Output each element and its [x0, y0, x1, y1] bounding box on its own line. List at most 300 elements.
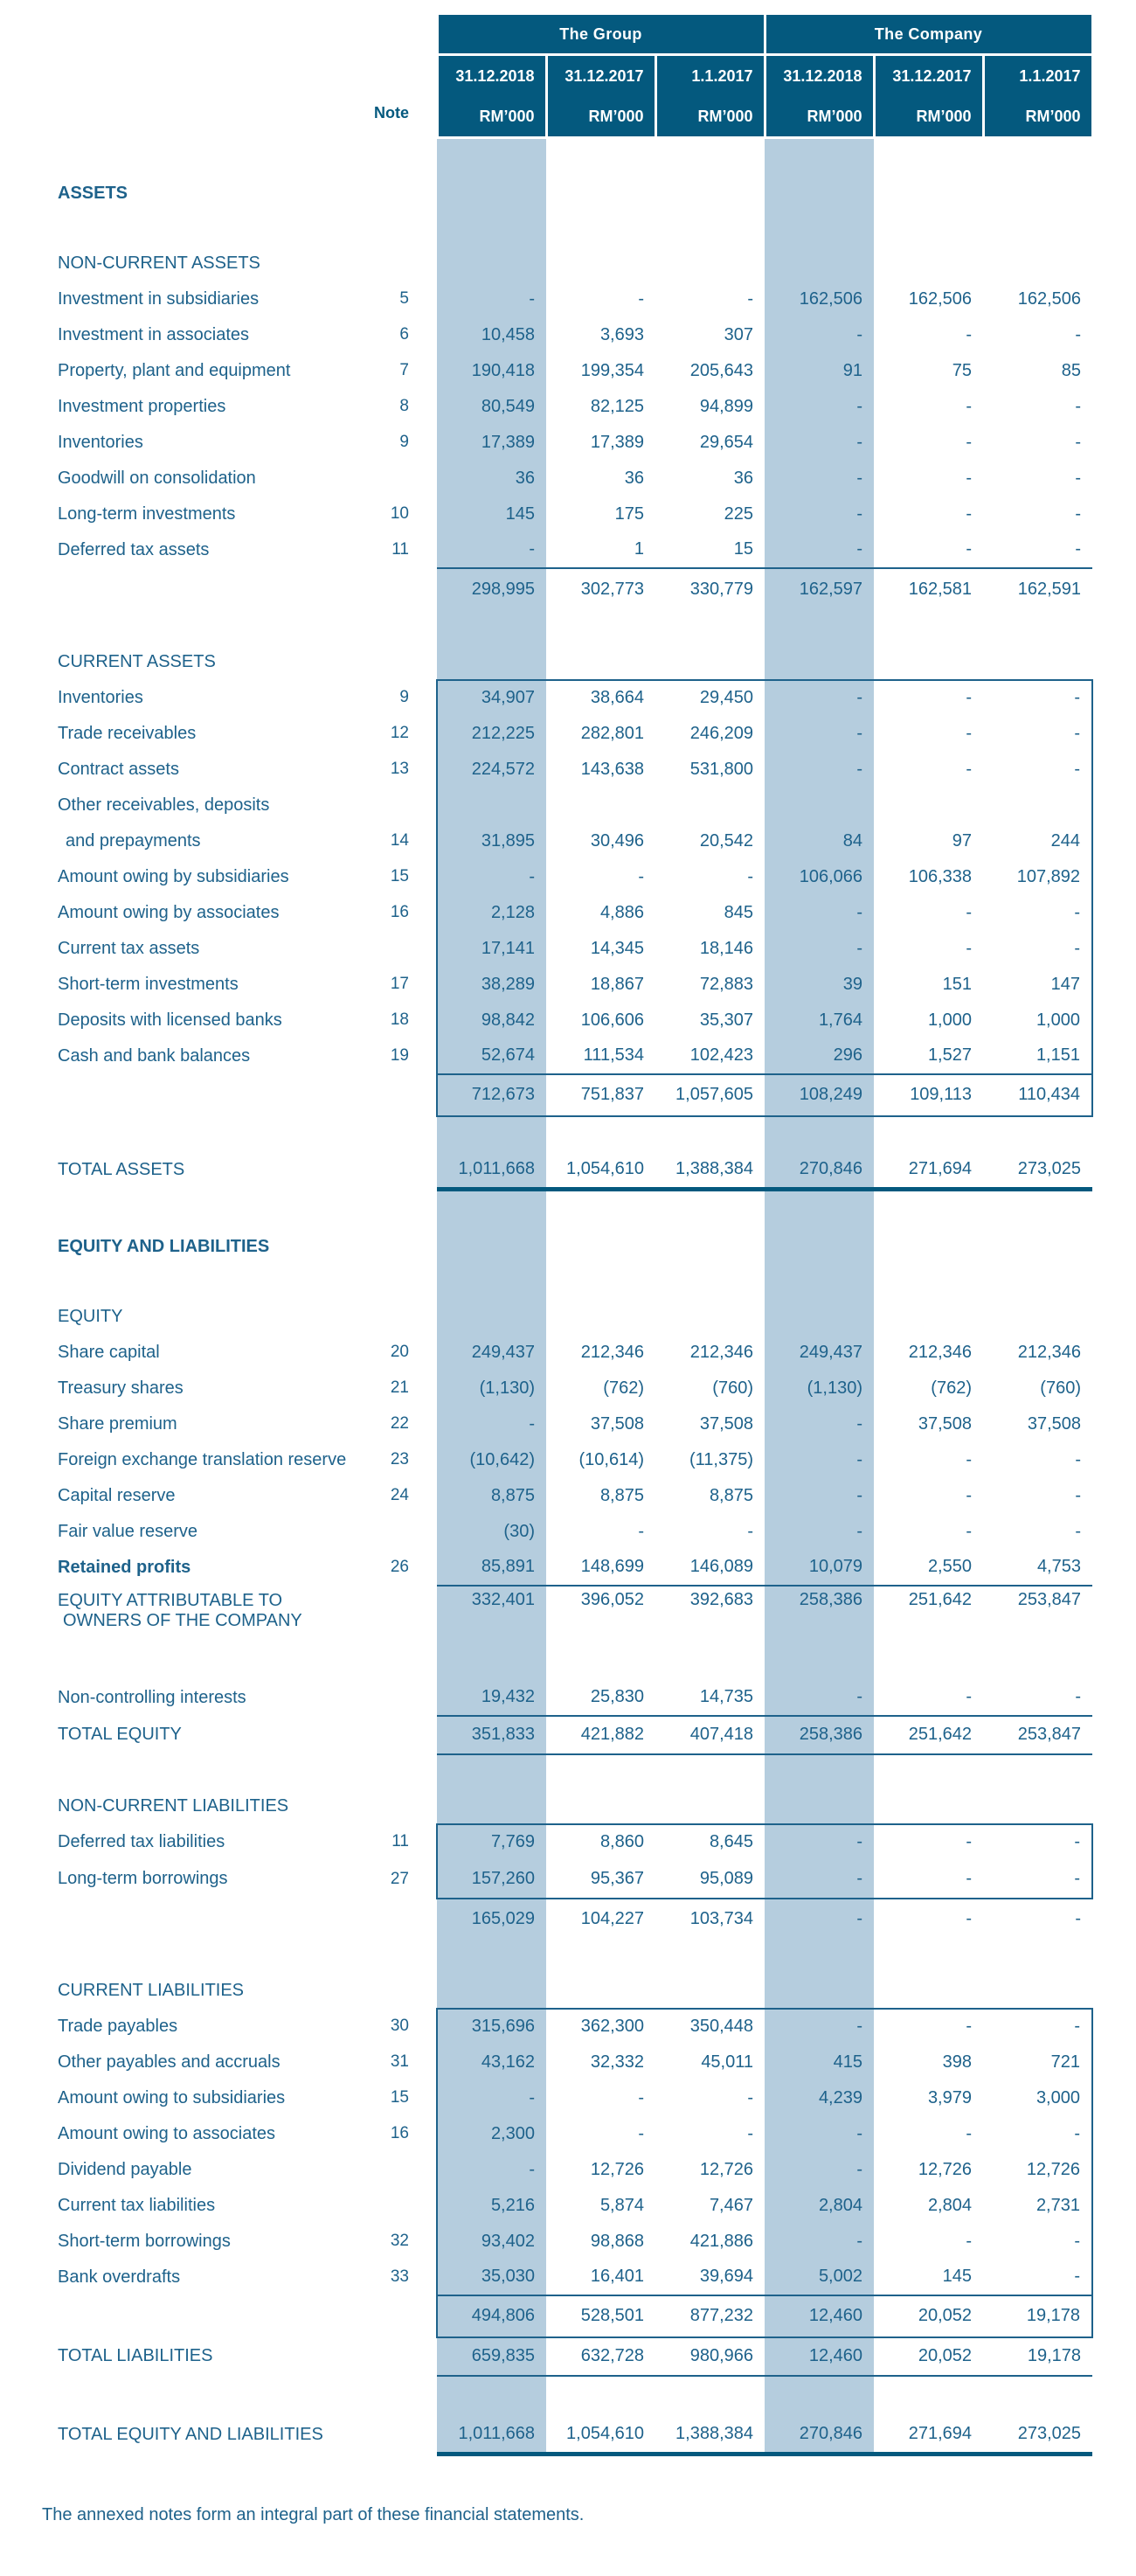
statement-row — [58, 2295, 1092, 2337]
cell-value: - — [966, 432, 972, 452]
statement-row — [58, 1789, 1092, 1824]
cell-value: 19,432 — [437, 1680, 546, 1716]
cell-value — [874, 1754, 983, 1789]
column-date: 31.12.2018 — [455, 67, 535, 85]
cell-value: 17,389 — [437, 425, 546, 461]
cell-value: 273,025 — [983, 1151, 1092, 1190]
cell-value: 18,867 — [590, 974, 644, 994]
row-label: Current tax assets — [58, 938, 200, 958]
cell-value: - — [1075, 1687, 1081, 1706]
note-number — [358, 2376, 411, 2416]
cell-value: 205,643 — [689, 360, 753, 380]
cell-value: - — [1075, 1908, 1081, 1928]
cell-value — [765, 177, 874, 212]
cell-value — [546, 1116, 655, 1151]
cell-value: 4,886 — [599, 902, 644, 922]
cell-value — [437, 1974, 546, 2009]
cell-value: (10,614) — [578, 1449, 644, 1469]
header-spacer — [411, 55, 437, 138]
cell-value — [983, 1636, 1092, 1680]
cell-value: 31,895 — [437, 823, 546, 859]
cell-value: 407,418 — [655, 1716, 765, 1754]
cell-value — [874, 1190, 983, 1230]
cell-value: 37,508 — [699, 1413, 753, 1434]
cell-value — [765, 138, 874, 177]
cell-value: 1,388,384 — [655, 2416, 765, 2454]
cell-value — [765, 1230, 874, 1265]
cell-value: - — [966, 2231, 972, 2251]
note-number: 15 — [390, 2088, 409, 2107]
cell-value: 2,128 — [437, 895, 546, 931]
cell-value: - — [874, 680, 983, 716]
cell-value: - — [765, 2224, 874, 2260]
cell-value: 162,591 — [983, 568, 1092, 610]
cell-value: - — [966, 1908, 972, 1928]
cell-value: 258,386 — [765, 1716, 874, 1754]
cell-value: 84 — [765, 823, 874, 859]
cell-value: 143,638 — [580, 759, 644, 779]
row-label — [58, 138, 358, 177]
cell-value — [546, 2376, 655, 2416]
statement-row — [58, 1974, 1092, 2009]
statement-row — [58, 645, 1092, 680]
cell-value — [765, 246, 874, 281]
cell-value — [983, 1230, 1092, 1265]
cell-value: 3,979 — [927, 2087, 972, 2107]
statement-row — [58, 1478, 1092, 1514]
row-label — [58, 1265, 358, 1300]
cell-value: 877,232 — [655, 2295, 765, 2337]
cell-value — [765, 2376, 874, 2416]
cell-value: 12,726 — [590, 2159, 644, 2179]
statement-row — [58, 1716, 1092, 1754]
cell-value: - — [983, 680, 1092, 716]
row-label: Investment in associates — [58, 324, 249, 344]
row-label: TOTAL LIABILITIES — [58, 2346, 213, 2365]
note-number: 16 — [390, 2124, 409, 2142]
note-number — [358, 1716, 411, 1754]
cell-value: 2,731 — [983, 2188, 1092, 2224]
note-number: 27 — [390, 1869, 409, 1888]
row-label: ASSETS — [58, 184, 128, 203]
cell-value — [437, 1230, 546, 1265]
note-number: 9 — [399, 688, 409, 706]
cell-value: 29,654 — [699, 432, 753, 452]
cell-value: 103,734 — [689, 1908, 753, 1928]
cell-value: - — [966, 902, 972, 922]
cell-value — [765, 1190, 874, 1230]
cell-value: 244 — [983, 823, 1092, 859]
cell-value: 298,995 — [437, 568, 546, 610]
cell-value — [546, 138, 655, 177]
row-label: Share premium — [58, 1413, 177, 1434]
cell-value: 398 — [942, 2052, 972, 2072]
column-date: 1.1.2017 — [1019, 67, 1081, 85]
cell-value — [983, 645, 1092, 680]
cell-value — [437, 1636, 546, 1680]
cell-value: 296 — [765, 1038, 874, 1074]
cell-value — [874, 2376, 983, 2416]
cell-value — [655, 645, 765, 680]
cell-value: - — [765, 1442, 874, 1478]
cell-value — [437, 1939, 546, 1974]
cell-value: - — [966, 503, 972, 524]
note-number: 26 — [390, 1558, 409, 1576]
column-header-group-2017 — [546, 55, 655, 138]
row-label: Property, plant and equipment — [58, 360, 291, 380]
cell-value: 36 — [733, 468, 753, 488]
cell-value: 95,089 — [655, 1860, 765, 1899]
cell-value: 162,506 — [1017, 288, 1081, 309]
cell-value — [983, 1789, 1092, 1824]
cell-value — [437, 212, 546, 246]
note-number — [358, 1074, 411, 1116]
cell-value: - — [638, 2087, 644, 2107]
note-number: 5 — [399, 289, 409, 308]
cell-value: - — [1075, 324, 1081, 344]
note-number: 15 — [390, 867, 409, 885]
row-label: Retained profits — [58, 1557, 191, 1577]
statement-row — [58, 532, 1092, 568]
cell-value — [983, 2376, 1092, 2416]
cell-value: 392,683 — [655, 1586, 765, 1636]
note-number: 23 — [390, 1450, 409, 1469]
cell-value: 246,209 — [689, 723, 753, 743]
cell-value: (10,642) — [437, 1442, 546, 1478]
note-number: 10 — [390, 504, 409, 523]
cell-value: 106,338 — [908, 866, 972, 886]
cell-value: 494,806 — [437, 2295, 546, 2337]
spacer-row — [58, 1636, 1092, 1680]
note-number: 6 — [399, 325, 409, 344]
spacer-row — [58, 1116, 1092, 1151]
statement-row — [58, 2045, 1092, 2080]
cell-value: - — [638, 1521, 644, 1541]
row-label: Short-term borrowings — [58, 2231, 231, 2251]
cell-value — [874, 1300, 983, 1335]
cell-value: 165,029 — [437, 1899, 546, 1939]
cell-value: 20,542 — [699, 830, 753, 851]
note-number — [358, 2416, 411, 2454]
footer-note: The annexed notes form an integral part of these financial statements. — [42, 2505, 585, 2524]
cell-value: 980,966 — [655, 2337, 765, 2376]
cell-value: - — [437, 859, 546, 895]
cell-value: 146,089 — [689, 1557, 753, 1576]
cell-value: 5,874 — [599, 2195, 644, 2215]
header-spacer — [58, 14, 437, 55]
row-label: NON-CURRENT LIABILITIES — [58, 1796, 289, 1816]
cell-value: 108,249 — [765, 1074, 874, 1116]
cell-value — [655, 138, 765, 177]
cell-value: - — [966, 468, 972, 488]
cell-value: 109,113 — [874, 1074, 983, 1116]
cell-value — [983, 177, 1092, 212]
cell-value: - — [765, 461, 874, 496]
row-label — [58, 1190, 358, 1230]
cell-value: 721 — [983, 2045, 1092, 2080]
cell-value — [765, 1754, 874, 1789]
cell-value — [655, 177, 765, 212]
row-label: Amount owing by associates — [58, 902, 280, 922]
cell-value: 85,891 — [437, 1550, 546, 1586]
statement-row — [58, 2337, 1092, 2376]
cell-value: 93,402 — [437, 2224, 546, 2260]
row-label — [58, 2376, 358, 2416]
note-number: 21 — [390, 1378, 409, 1397]
cell-value: (30) — [437, 1514, 546, 1550]
cell-value — [546, 1789, 655, 1824]
cell-value: 34,907 — [437, 680, 546, 716]
cell-value: 1,057,605 — [655, 1074, 765, 1116]
group-header: The Group — [437, 14, 765, 55]
statement-row — [58, 1230, 1092, 1265]
statement-row — [58, 1514, 1092, 1550]
cell-value: 148,699 — [580, 1557, 644, 1576]
cell-value — [546, 1939, 655, 1974]
company-header: The Company — [765, 14, 1092, 55]
spacer-row — [58, 212, 1092, 246]
cell-value: 273,025 — [983, 2416, 1092, 2454]
cell-value — [546, 212, 655, 246]
column-unit: RM’000 — [916, 108, 972, 125]
cell-value: 37,508 — [918, 1413, 972, 1434]
cell-value — [437, 1190, 546, 1230]
cell-value: 3,693 — [599, 324, 644, 344]
row-label — [58, 1939, 358, 1974]
cell-value: - — [747, 2123, 753, 2143]
cell-value: - — [747, 2087, 753, 2107]
row-label: Fair value reserve — [58, 1521, 198, 1541]
cell-value: - — [638, 288, 644, 309]
row-label: Inventories — [58, 687, 143, 707]
statement-row — [58, 2416, 1092, 2454]
cell-value: 351,833 — [437, 1716, 546, 1754]
cell-value: 80,549 — [437, 389, 546, 425]
row-label: Amount owing to subsidiaries — [58, 2087, 286, 2107]
cell-value: - — [983, 752, 1092, 788]
note-number — [358, 461, 411, 496]
note-column-header: Note — [374, 103, 409, 122]
cell-value: - — [765, 752, 874, 788]
cell-value: - — [874, 1860, 983, 1899]
cell-value: 12,460 — [765, 2295, 874, 2337]
statement-row — [58, 568, 1092, 610]
cell-value: (762) — [603, 1378, 644, 1398]
cell-value: 2,804 — [765, 2188, 874, 2224]
note-number: 17 — [390, 975, 409, 993]
cell-value — [765, 1789, 874, 1824]
spacer-row — [58, 1190, 1092, 1230]
cell-value — [655, 1265, 765, 1300]
statement-row — [58, 1371, 1092, 1406]
cell-value: - — [1075, 1521, 1081, 1541]
row-label: Treasury shares — [58, 1378, 184, 1398]
cell-value: - — [747, 866, 753, 886]
note-number — [358, 568, 411, 610]
statement-row — [58, 2009, 1092, 2045]
cell-value — [655, 246, 765, 281]
cell-value: 151 — [942, 974, 972, 994]
cell-value — [765, 212, 874, 246]
cell-value — [546, 177, 655, 212]
cell-value: 302,773 — [546, 568, 655, 610]
financial-position-table — [58, 12, 1094, 2456]
cell-value — [437, 1300, 546, 1335]
row-label: EQUITY AND LIABILITIES — [58, 1237, 270, 1256]
cell-value: 45,011 — [701, 2052, 753, 2072]
note-number: 19 — [390, 1046, 409, 1065]
statement-row — [58, 2188, 1092, 2224]
spacer-row — [58, 1939, 1092, 1974]
note-number — [358, 610, 411, 645]
note-number — [358, 1899, 411, 1939]
cell-value: 36 — [437, 461, 546, 496]
cell-value: 362,300 — [546, 2009, 655, 2045]
row-label: TOTAL EQUITY — [58, 1725, 182, 1744]
cell-value: 39,694 — [699, 2267, 753, 2286]
cell-value: 12,460 — [765, 2337, 874, 2376]
cell-value — [765, 610, 874, 645]
cell-value: 659,835 — [437, 2337, 546, 2376]
cell-value — [546, 1265, 655, 1300]
cell-value — [546, 1190, 655, 1230]
cell-value: 14,735 — [699, 1687, 753, 1706]
cell-value — [874, 1789, 983, 1824]
cell-value — [765, 1265, 874, 1300]
table-header — [58, 14, 1092, 138]
cell-value: 2,300 — [437, 2116, 546, 2152]
cell-value — [546, 1636, 655, 1680]
row-label: Dividend payable — [58, 2159, 192, 2179]
note-number: 22 — [390, 1414, 409, 1433]
row-label: Long-term borrowings — [58, 1869, 228, 1888]
column-unit: RM’000 — [1025, 108, 1081, 125]
cell-value: 2,550 — [927, 1557, 972, 1576]
cell-value: 632,728 — [546, 2337, 655, 2376]
cell-value: - — [765, 931, 874, 967]
cell-value: 8,645 — [655, 1824, 765, 1860]
cell-value: - — [765, 1514, 874, 1550]
cell-value — [437, 177, 546, 212]
note-number: 32 — [390, 2232, 409, 2250]
note-number: 8 — [399, 397, 409, 415]
cell-value: 17,141 — [437, 931, 546, 967]
note-number — [358, 1586, 411, 1636]
note-number — [358, 1151, 411, 1190]
row-label: Long-term investments — [58, 503, 236, 524]
spacer-row — [58, 610, 1092, 645]
statement-row — [58, 1300, 1092, 1335]
cell-value: 7,769 — [437, 1824, 546, 1860]
cell-value: 12,726 — [699, 2159, 753, 2179]
cell-value: - — [1075, 468, 1081, 488]
cell-value — [655, 610, 765, 645]
cell-value — [655, 1636, 765, 1680]
cell-value — [546, 1754, 655, 1789]
statement-row — [58, 2116, 1092, 2152]
cell-value: - — [983, 2009, 1092, 2045]
row-label: NON-CURRENT ASSETS — [58, 253, 260, 273]
column-header-company-1-1-2017 — [983, 55, 1092, 138]
cell-value: 8,875 — [437, 1478, 546, 1514]
cell-value: 75 — [952, 360, 972, 380]
statement-row — [58, 389, 1092, 425]
cell-value: - — [1075, 503, 1081, 524]
statement-row — [58, 716, 1092, 752]
cell-value — [983, 1300, 1092, 1335]
cell-value: - — [765, 2116, 874, 2152]
cell-value: - — [765, 1478, 874, 1514]
cell-value: (760) — [712, 1378, 753, 1398]
note-number — [358, 1636, 411, 1680]
cell-value — [437, 788, 546, 823]
cell-value — [874, 1939, 983, 1974]
cell-value — [765, 788, 874, 823]
cell-value — [765, 645, 874, 680]
cell-value: - — [765, 532, 874, 568]
row-label — [58, 568, 358, 610]
cell-value: 1,000 — [927, 1010, 972, 1030]
cell-value — [874, 138, 983, 177]
column-unit: RM’000 — [807, 108, 862, 125]
cell-value: (1,130) — [437, 1371, 546, 1406]
row-label: Amount owing by subsidiaries — [58, 866, 289, 886]
note-number — [358, 2337, 411, 2376]
cell-value: - — [765, 1824, 874, 1860]
cell-value: 258,386 — [765, 1586, 874, 1636]
cell-value — [983, 1754, 1092, 1789]
column-header-group-1-1-2017 — [655, 55, 765, 138]
cell-value: 271,694 — [874, 2416, 983, 2454]
note-number — [358, 1754, 411, 1789]
cell-value — [437, 645, 546, 680]
cell-value: - — [1075, 432, 1081, 452]
statement-row — [58, 895, 1092, 931]
statement-row — [58, 931, 1092, 967]
statement-row — [58, 1003, 1092, 1038]
cell-value: 98,868 — [590, 2231, 644, 2251]
note-number: 33 — [390, 2267, 409, 2286]
cell-value: 8,875 — [709, 1485, 753, 1505]
cell-value: 106,606 — [580, 1010, 644, 1030]
row-label: TOTAL ASSETS — [58, 1160, 185, 1179]
cell-value: 1,011,668 — [437, 1151, 546, 1190]
cell-value: 162,597 — [765, 568, 874, 610]
row-label: Amount owing to associates — [58, 2123, 276, 2143]
cell-value: - — [966, 1449, 972, 1469]
row-label — [58, 1074, 358, 1116]
cell-value: 282,801 — [580, 723, 644, 743]
row-label: CURRENT LIABILITIES — [58, 1981, 245, 2000]
cell-value — [874, 1974, 983, 2009]
column-date: 31.12.2017 — [565, 67, 644, 85]
cell-value: 251,642 — [874, 1716, 983, 1754]
cell-value: 1 — [634, 539, 644, 559]
cell-value: 212,346 — [689, 1342, 753, 1362]
cell-value: 39 — [765, 967, 874, 1003]
cell-value: 1,151 — [983, 1038, 1092, 1074]
cell-value: 43,162 — [437, 2045, 546, 2080]
cell-value: 531,800 — [689, 759, 753, 779]
row-label: Deferred tax liabilities — [58, 1831, 225, 1851]
cell-value: 332,401 — [437, 1586, 546, 1636]
cell-value: - — [966, 723, 972, 743]
statement-row — [58, 496, 1092, 532]
statement-row — [58, 2080, 1092, 2116]
cell-value — [437, 1265, 546, 1300]
cell-value: - — [983, 931, 1092, 967]
statement-row — [58, 353, 1092, 389]
